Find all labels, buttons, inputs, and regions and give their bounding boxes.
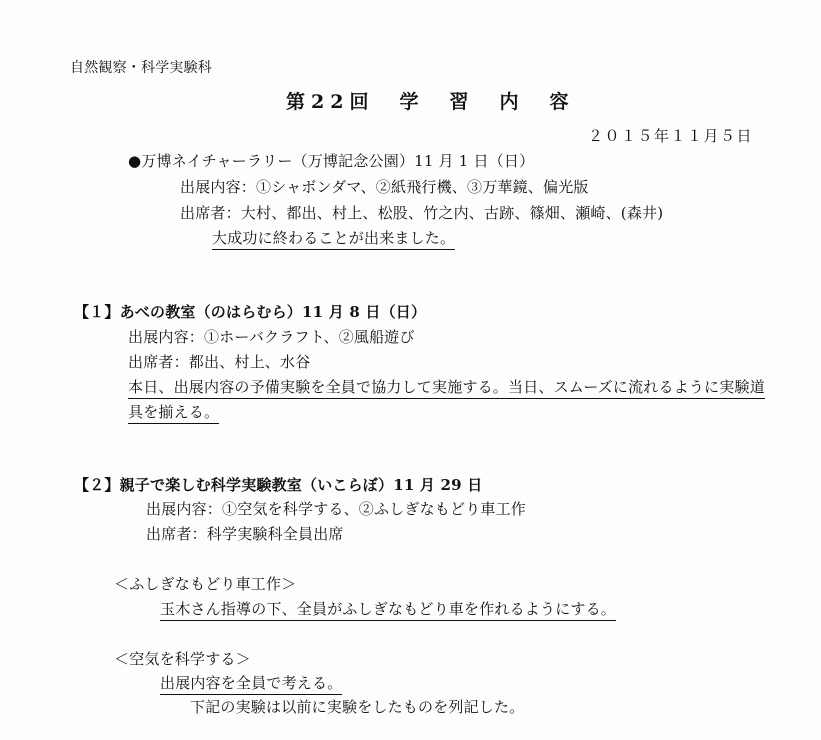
section2-sub1-text: 玉木さん指導の下、全員がふしぎなもどり車を作れるようにする。 (160, 599, 616, 621)
section2-sub1-title: ＜ふしぎなもどり車工作＞ (114, 575, 297, 593)
section1-heading: 【１】あべの教室（のはらむら）11 月 8 日（日） (74, 303, 427, 321)
section2-exhibits: 出展内容：①空気を科学する、②ふしぎなもどり車工作 (146, 500, 527, 518)
intro-event-exhibits: 出展内容：①シャボンダマ、②紙飛行機、③万華鏡、偏光版 (180, 178, 589, 196)
intro-event-heading: ●万博ネイチャーラリー（万博記念公園）11 月 1 日（日） (128, 152, 535, 170)
page-title: 第22回 学 習 内 容 (286, 91, 575, 113)
section1-note-line1: 本日、出展内容の予備実験を全員で協力して実施する。当日、スムーズに流れるように実験道 (128, 377, 765, 399)
section2-sub2-title: ＜空気を科学する＞ (114, 650, 251, 668)
section2-sub2-text: 出展内容を全員で考える。 (160, 673, 342, 695)
section2-sub2-note: 下記の実験は以前に実験をしたものを列記した。 (190, 698, 525, 716)
document-date: ２０１５年１１月５日 (588, 127, 754, 145)
section1-note-line2: 具を揃える。 (128, 402, 219, 424)
department-label: 自然観察・科学実験科 (70, 60, 212, 76)
section1-exhibits: 出展内容：①ホーバクラフト、②風船遊び (128, 328, 415, 346)
section2-heading: 【２】親子で楽しむ科学実験教室（いこらぼ）11 月 29 日 (74, 476, 483, 494)
intro-event-attendees: 出席者：大村、都出、村上、松股、竹之内、古跡、篠畑、瀬崎、(森井) (180, 204, 664, 222)
section2-attendees: 出席者：科学実験科全員出席 (146, 525, 344, 543)
intro-event-result: 大成功に終わることが出来ました。 (212, 228, 455, 250)
section1-attendees: 出席者：都出、村上、水谷 (128, 353, 311, 371)
